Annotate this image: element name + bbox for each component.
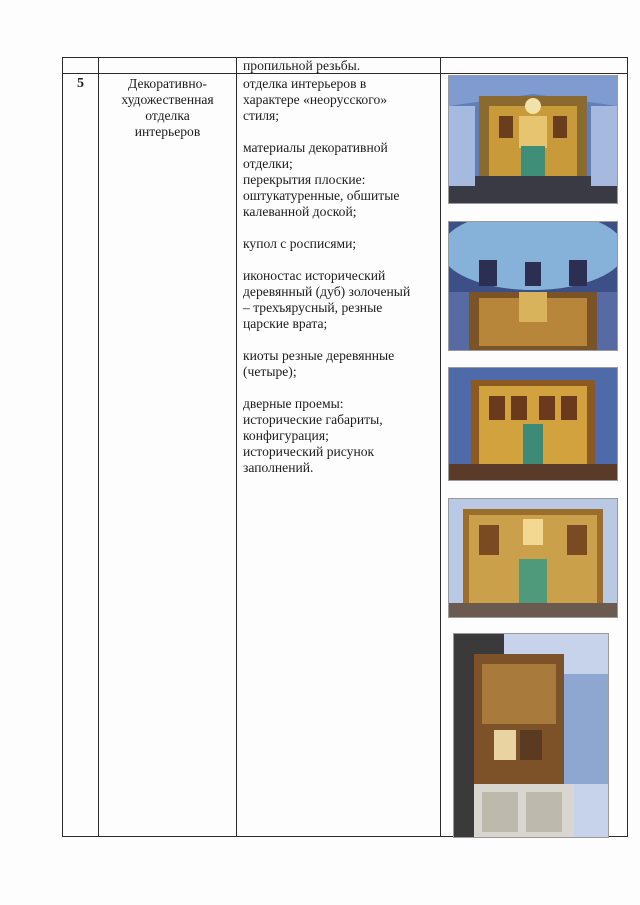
continued-description: пропильной резьбы. — [243, 58, 361, 73]
row-number: 5 — [77, 76, 84, 91]
category-line: Декоративно- — [128, 76, 207, 91]
description-blank-line — [243, 380, 439, 396]
description-line: (четыре); — [243, 364, 297, 379]
iconostasis-gold-photo — [448, 498, 618, 618]
table-right-border — [627, 57, 628, 837]
row-category — [99, 76, 236, 140]
description-line: материалы декоративной — [243, 140, 388, 155]
description-blank-line — [243, 220, 439, 236]
description-line: отделка интерьеров в — [243, 76, 367, 91]
description-line: деревянный (дуб) золоченый — [243, 284, 411, 299]
description-line: калеванной доской; — [243, 204, 357, 219]
description-line: исторические габариты, — [243, 412, 383, 427]
description-line: купол с росписями; — [243, 236, 357, 251]
description-blank-line — [243, 124, 439, 140]
description-line: иконостас исторический — [243, 268, 386, 283]
iconostasis-front-photo — [448, 367, 618, 481]
description-line: перекрытия плоские: — [243, 172, 366, 187]
table-left-border — [62, 57, 63, 837]
description-line: отделки; — [243, 156, 293, 171]
painted-dome-photo — [448, 221, 618, 351]
description-blank-line — [243, 252, 439, 268]
row-description — [243, 76, 439, 476]
description-line: оштукатуренные, обшитые — [243, 188, 400, 203]
description-line: стиля; — [243, 108, 280, 123]
description-line: дверные проемы: — [243, 396, 344, 411]
description-line: конфигурация; — [243, 428, 329, 443]
description-line: царские врата; — [243, 316, 328, 331]
description-line: характере «неорусского» — [243, 92, 388, 107]
category-line: отделка — [145, 108, 190, 123]
description-blank-line — [243, 332, 439, 348]
column-divider-3 — [440, 57, 441, 837]
description-line: исторический рисунок — [243, 444, 375, 459]
description-line: – трехъярусный, резные — [243, 300, 383, 315]
column-divider-2 — [236, 57, 237, 837]
column-divider-1 — [98, 57, 99, 837]
category-line: художественная — [121, 92, 214, 107]
description-line: киоты резные деревянные — [243, 348, 395, 363]
category-line: интерьеров — [134, 124, 201, 139]
description-line: заполнений. — [243, 460, 314, 475]
carved-kiot-photo — [453, 633, 609, 838]
iconostasis-interior-photo — [448, 75, 618, 204]
